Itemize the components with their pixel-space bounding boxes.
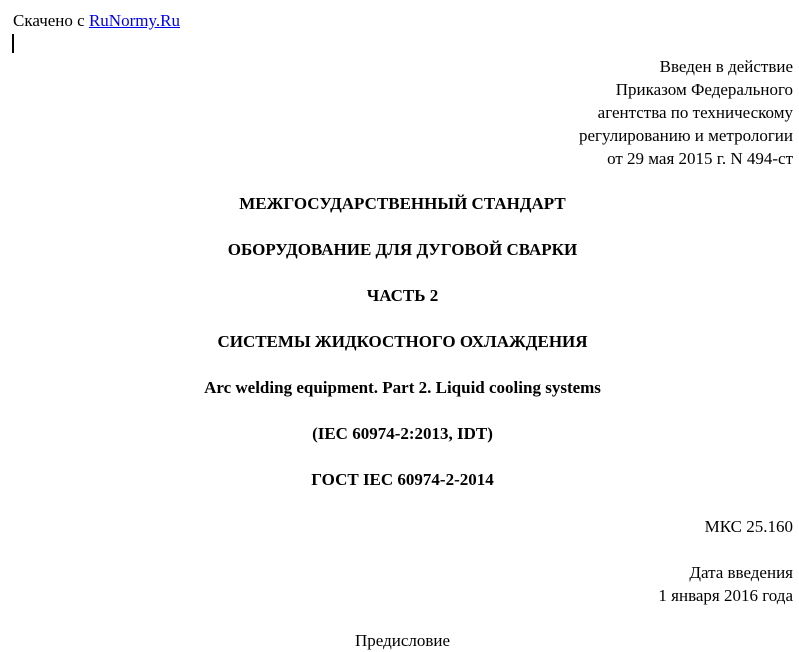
iec-reference: (IEC 60974-2:2013, IDT)	[312, 424, 493, 443]
part-heading: ЧАСТЬ 2	[366, 286, 439, 305]
text-cursor	[12, 34, 14, 53]
mks-code: МКС 25.160	[704, 517, 793, 536]
effective-date-label: Дата введения	[689, 563, 793, 582]
approval-line-1: Введен в действие	[659, 57, 793, 76]
standard-type-heading: МЕЖГОСУДАРСТВЕННЫЙ СТАНДАРТ	[239, 194, 566, 213]
standard-name-heading: ОБОРУДОВАНИЕ ДЛЯ ДУГОВОЙ СВАРКИ	[227, 240, 578, 259]
approval-block	[579, 55, 793, 170]
source-prefix: Скачено с	[13, 11, 85, 30]
english-title: Arc welding equipment. Part 2. Liquid cooling systems	[204, 378, 601, 397]
subtitle-heading: СИСТЕМЫ ЖИДКОСТНОГО ОХЛАЖДЕНИЯ	[217, 332, 588, 351]
approval-line-4: регулированию и метрологии	[578, 126, 793, 145]
source-link[interactable]: RuNormy.Ru	[88, 11, 180, 30]
effective-date-value: 1 января 2016 года	[658, 586, 793, 605]
approval-line-3: агентства по техническому	[597, 103, 793, 122]
foreword-heading: Предисловие	[354, 631, 451, 650]
gost-designation: ГОСТ IEC 60974-2-2014	[311, 470, 494, 489]
source-line	[13, 9, 180, 32]
approval-line-5: от 29 мая 2015 г. N 494-ст	[607, 149, 793, 168]
approval-line-2: Приказом Федерального	[615, 80, 793, 99]
